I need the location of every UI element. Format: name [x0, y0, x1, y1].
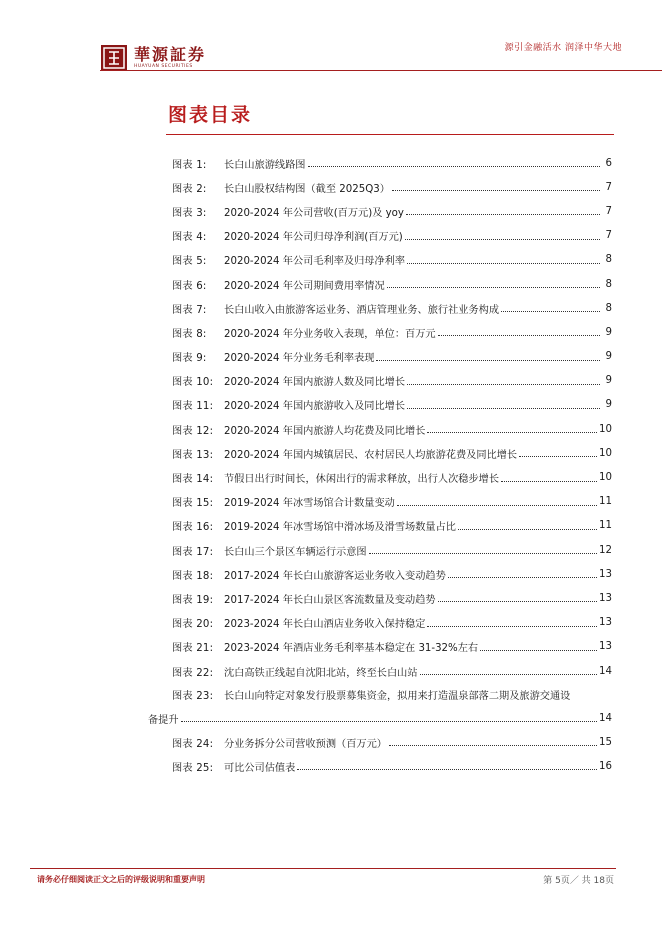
toc-entry-title: 2017-2024 年长白山景区客流数量及变动趋势 [224, 594, 436, 606]
toc-entry[interactable] [172, 151, 612, 175]
toc-entry-label: 图表 5: [172, 256, 207, 268]
leader-dots [407, 262, 600, 264]
toc-entry-label: 图表 14: [172, 474, 214, 486]
toc-entry-label: 图表 24: [172, 738, 214, 750]
toc-entry-label: 图表 12: [172, 425, 214, 437]
toc-entry[interactable] [172, 393, 612, 417]
leader-dots [406, 213, 600, 215]
toc-entry[interactable] [172, 320, 612, 344]
toc-entry-page: 9 [605, 399, 612, 411]
leader-dots [389, 744, 597, 746]
toc-entry-title: 2017-2024 年长白山旅游客运业务收入变动趋势 [224, 570, 446, 582]
toc-entry-title: 长白山三个景区车辆运行示意图 [224, 546, 367, 558]
toc-entry-label: 图表 18: [172, 570, 214, 582]
toc-entry[interactable] [172, 635, 612, 659]
toc-entry-page: 7 [605, 230, 612, 242]
toc-entry-title: 2020-2024 年公司营收(百万元)及 yoy [224, 207, 404, 219]
toc-entry-label: 图表 2: [172, 183, 207, 195]
toc-entry-title: 长白山旅游线路图 [224, 159, 306, 171]
toc-entry-title: 2020-2024 年国内旅游人数及同比增长 [224, 377, 406, 389]
toc-entry-label: 图表 23: [172, 691, 214, 703]
toc-entry[interactable] [172, 345, 612, 369]
page-number: 第 5页／ 共 18页 [543, 876, 614, 886]
header-divider [100, 70, 662, 71]
toc-entry-title: 2020-2024 年国内旅游人均花费及同比增长 [224, 425, 426, 437]
toc-entry-label: 图表 11: [172, 401, 214, 413]
toc-entry-title: 沈白高铁正线起自沈阳北站，终至长白山站 [224, 667, 418, 679]
leader-dots [392, 189, 600, 191]
toc-entry[interactable] [172, 538, 612, 562]
toc-entry-page: 10 [599, 472, 612, 484]
toc-entry-label: 图表 10: [172, 377, 214, 389]
toc-entry-title: 2020-2024 年国内旅游收入及同比增长 [224, 401, 406, 413]
leader-dots [387, 286, 600, 288]
footer-disclaimer: 请务必仔细阅读正文之后的评级说明和重要声明 [37, 875, 205, 884]
toc-entry-title: 长白山向特定对象发行股票募集资金，拟用来打造温泉部落二期及旅游交通设 [224, 691, 571, 703]
toc-entry-label: 图表 3: [172, 207, 207, 219]
header-slogan: 源引金融活水 润泽中华大地 [504, 43, 622, 53]
leader-dots [407, 407, 600, 409]
toc-entry-page: 10 [599, 447, 612, 459]
toc-entry-label: 图表 16: [172, 522, 214, 534]
toc-entry-label: 图表 1: [172, 159, 207, 171]
brand-logo [100, 43, 206, 73]
toc-entry[interactable] [172, 490, 612, 514]
toc-entry[interactable] [172, 683, 612, 706]
toc-entry[interactable] [172, 175, 612, 199]
toc-entry-label: 图表 19: [172, 594, 214, 606]
toc-entry-title: 2020-2024 年国内城镇居民、农村居民人均旅游花费及同比增长 [224, 449, 518, 461]
leader-dots [181, 720, 597, 722]
toc-entry[interactable] [172, 417, 612, 441]
toc-entry-page: 12 [599, 544, 612, 556]
leader-dots [407, 383, 600, 385]
toc-entry[interactable] [172, 586, 612, 610]
toc-entry[interactable] [172, 730, 612, 754]
toc-entry-page: 14 [599, 712, 612, 724]
toc-entry-label: 图表 7: [172, 304, 207, 316]
leader-dots [420, 673, 597, 675]
toc-entry-page: 7 [605, 181, 612, 193]
seal-icon [100, 44, 128, 72]
toc-entry-title: 2020-2024 年公司期间费用率情况 [224, 280, 385, 292]
leader-dots [427, 431, 597, 433]
toc-entry-label: 图表 22: [172, 667, 214, 679]
leader-dots [427, 625, 597, 627]
leader-dots [308, 165, 601, 167]
toc-entry-page: 9 [605, 351, 612, 363]
toc-entry-page: 8 [605, 278, 612, 290]
toc-entry-label: 图表 25: [172, 762, 214, 774]
toc-entry-page: 13 [599, 641, 612, 653]
toc-entry[interactable] [172, 199, 612, 223]
leader-dots [438, 600, 597, 602]
toc-entry[interactable] [172, 465, 612, 489]
toc-entry-continued[interactable] [148, 706, 612, 730]
toc-entry-label: 图表 9: [172, 353, 207, 365]
toc-entry-page: 13 [599, 568, 612, 580]
toc-entry-title: 可比公司估值表 [224, 762, 296, 774]
toc-entry[interactable] [172, 272, 612, 296]
leader-dots [297, 768, 597, 770]
figure-toc [148, 151, 612, 779]
toc-entry-title: 长白山股权结构图（截至 2025Q3） [224, 183, 390, 195]
toc-entry-page: 13 [599, 617, 612, 629]
toc-entry-label: 图表 13: [172, 449, 214, 461]
leader-dots [519, 455, 597, 457]
toc-entry-label: 图表 21: [172, 643, 214, 655]
toc-entry-page: 11 [599, 496, 612, 508]
toc-entry-label: 图表 4: [172, 232, 207, 244]
toc-entry-page: 10 [599, 423, 612, 435]
toc-entry-title: 2023-2024 年酒店业务毛利率基本稳定在 31-32%左右 [224, 643, 479, 655]
toc-entry[interactable] [172, 441, 612, 465]
toc-entry[interactable] [172, 514, 612, 538]
leader-dots [397, 504, 597, 506]
brand-name-en: HUAYUAN SECURITIES [134, 64, 193, 69]
toc-entry-title: 长白山收入由旅游客运业务、酒店管理业务、旅行社业务构成 [224, 304, 500, 316]
toc-entry-page: 8 [605, 302, 612, 314]
toc-entry-title: 2020-2024 年公司归母净利润(百万元) [224, 232, 403, 244]
leader-dots [501, 310, 600, 312]
toc-entry-title: 2023-2024 年长白山酒店业务收入保持稳定 [224, 619, 426, 631]
toc-entry[interactable] [172, 659, 612, 683]
footer-divider [30, 868, 616, 869]
toc-entry[interactable] [172, 369, 612, 393]
toc-entry-page: 11 [599, 520, 612, 532]
toc-entry[interactable] [172, 754, 612, 778]
toc-entry[interactable] [172, 611, 612, 635]
brand-name-cn: 華源証券 [134, 45, 207, 64]
toc-entry[interactable] [172, 224, 612, 248]
toc-entry-title: 2020-2024 年公司毛利率及归母净利率 [224, 256, 406, 268]
toc-entry-page: 9 [605, 326, 612, 338]
toc-entry-page: 6 [605, 157, 612, 169]
toc-entry-label: 图表 8: [172, 328, 207, 340]
leader-dots [458, 528, 597, 530]
toc-entry-page: 9 [605, 375, 612, 387]
toc-title: 图表目录 [168, 104, 253, 126]
toc-entry-page: 15 [599, 736, 612, 748]
toc-entry[interactable] [172, 248, 612, 272]
toc-entry-page: 14 [599, 665, 612, 677]
toc-entry-title: 2020-2024 年分业务毛利率表现 [224, 353, 375, 365]
leader-dots [480, 649, 597, 651]
toc-entry-label: 图表 6: [172, 280, 207, 292]
leader-dots [438, 334, 600, 336]
toc-entry[interactable] [172, 296, 612, 320]
toc-entry-page: 13 [599, 592, 612, 604]
toc-entry-label: 图表 20: [172, 619, 214, 631]
toc-entry[interactable] [172, 562, 612, 586]
leader-dots [405, 238, 600, 240]
leader-dots [501, 480, 597, 482]
toc-entry-title-continued: 备提升 [148, 714, 179, 726]
toc-entry-title: 分业务拆分公司营收预测（百万元） [224, 738, 387, 750]
title-divider [166, 134, 614, 135]
leader-dots [448, 576, 597, 578]
toc-entry-title: 2019-2024 年冰雪场馆合计数量变动 [224, 498, 395, 510]
leader-dots [376, 359, 600, 361]
leader-dots [369, 552, 597, 554]
toc-entry-title: 2020-2024 年分业务收入表现，单位：百万元 [224, 328, 436, 340]
toc-entry-page: 8 [605, 254, 612, 266]
toc-entry-page: 16 [599, 760, 612, 772]
toc-entry-label: 图表 17: [172, 546, 214, 558]
toc-entry-page: 7 [605, 205, 612, 217]
toc-entry-title: 节假日出行时间长，休闲出行的需求释放，出行人次稳步增长 [224, 474, 500, 486]
toc-entry-title: 2019-2024 年冰雪场馆中滑冰场及滑雪场数量占比 [224, 522, 456, 534]
toc-entry-label: 图表 15: [172, 498, 214, 510]
